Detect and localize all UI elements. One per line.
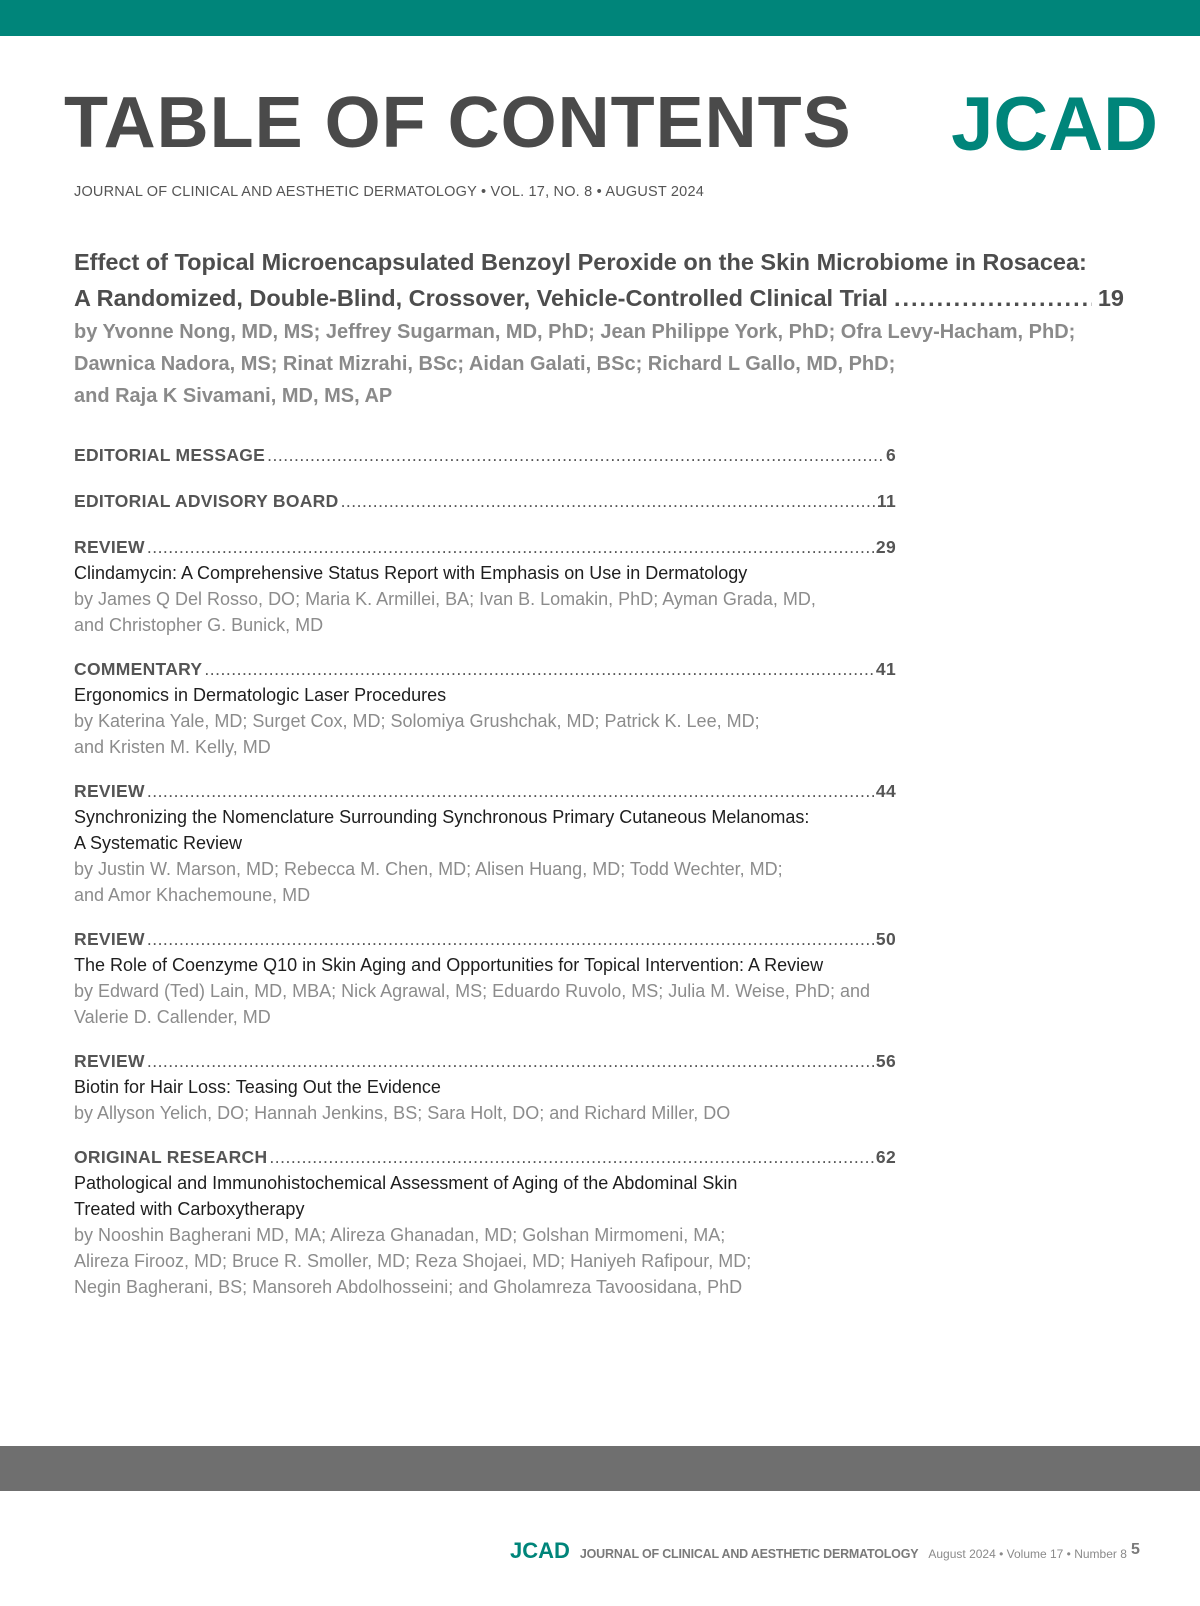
featured-page-number: 19 [1097,285,1124,311]
article-title[interactable]: Treated with Carboxytherapy [74,1199,305,1219]
article-authors: Alireza Firooz, MD; Bruce R. Smoller, MD; Reza Shojaei, MD; Haniyeh Rafipour, MD; [74,1251,752,1271]
page-number: 29 [875,537,896,557]
footer-logo: JCAD [510,1538,570,1563]
footer-journal-name: JOURNAL OF CLINICAL AND AESTHETIC DERMATOLOGY [579,1547,919,1561]
section-label: EDITORIAL ADVISORY BOARD [74,491,339,511]
article-title[interactable]: Pathological and Immunohistochemical Assessment of Aging of the Abdominal Skin [74,1173,738,1193]
top-accent-bar [0,0,1200,36]
dot-leader [147,778,874,804]
page-number: 62 [875,1147,896,1167]
article-authors: and Christopher G. Bunick, MD [74,615,324,635]
article-authors: by Katerina Yale, MD; Surget Cox, MD; Solomiya Grushchak, MD; Patrick K. Lee, MD; [74,711,760,731]
page-number: 6 [885,445,896,465]
dot-leader [147,1048,874,1074]
page-footer [510,1538,1127,1564]
toc-entry[interactable] [74,656,896,760]
toc-list [74,442,896,1318]
toc-entry-heading[interactable] [74,488,896,514]
article-authors: and Amor Khachemoune, MD [74,885,311,905]
page-title: TABLE OF CONTENTS [64,83,852,163]
journal-issue-line: JOURNAL OF CLINICAL AND AESTHETIC DERMATOLOGY • VOL. 17, NO. 8 • AUGUST 2024 [74,184,704,200]
article-title[interactable]: A Systematic Review [74,833,243,853]
toc-entry-heading[interactable] [74,534,896,560]
toc-entry[interactable] [74,1048,896,1126]
article-title[interactable]: Ergonomics in Dermatologic Laser Procedures [74,685,447,705]
article-authors: and Kristen M. Kelly, MD [74,737,271,757]
toc-entry-heading[interactable] [74,656,896,682]
dot-leader [147,534,874,560]
dot-leader [341,488,875,514]
toc-entry[interactable] [74,488,896,514]
section-label: REVIEW [74,781,145,801]
featured-authors [74,316,1124,412]
dot-leader [267,442,884,468]
toc-entry-heading[interactable] [74,1144,896,1170]
page-number: 56 [875,1051,896,1071]
dot-leader [269,1144,874,1170]
featured-article[interactable] [74,244,1124,412]
toc-entry-heading[interactable] [74,778,896,804]
section-label: COMMENTARY [74,659,203,679]
bottom-gray-band [0,1446,1200,1491]
section-label: EDITORIAL MESSAGE [74,445,266,465]
toc-entry[interactable] [74,534,896,638]
toc-entry[interactable] [74,442,896,468]
dot-leader [204,656,874,682]
article-authors: by James Q Del Rosso, DO; Maria K. Armillei, BA; Ivan B. Lomakin, PhD; Ayman Grada, MD, [74,589,816,609]
jcad-logo: JCAD [951,82,1158,167]
footer-issue: August 2024 • Volume 17 • Number 8 [928,1547,1127,1561]
article-authors: by Allyson Yelich, DO; Hannah Jenkins, BS; Sara Holt, DO; and Richard Miller, DO [74,1103,731,1123]
toc-entry[interactable] [74,926,896,1030]
article-title[interactable]: Clindamycin: A Comprehensive Status Report with Emphasis on Use in Dermatology [74,563,748,583]
featured-title-line-1: Effect of Topical Microencapsulated Benzoyl Peroxide on the Skin Microbiome in Rosacea: [74,249,1087,275]
featured-title-line-2: A Randomized, Double-Blind, Crossover, Vehicle-Controlled Clinical Trial [74,285,888,311]
toc-entry-heading[interactable] [74,1048,896,1074]
toc-entry-heading[interactable] [74,926,896,952]
page-number: 11 [876,491,896,511]
section-label: REVIEW [74,537,145,557]
toc-entry[interactable] [74,1144,896,1300]
dot-leader [147,926,874,952]
author-line: and Raja K Sivamani, MD, MS, AP [74,385,393,407]
section-label: REVIEW [74,1051,145,1071]
toc-entry[interactable] [74,778,896,908]
toc-entry-heading[interactable] [74,442,896,468]
author-line: Dawnica Nadora, MS; Rinat Mizrahi, BSc; Aidan Galati, BSc; Richard L Gallo, MD, PhD; [74,353,896,375]
section-label: REVIEW [74,929,145,949]
article-authors: Negin Bagherani, BS; Mansoreh Abdolhosseini; and Gholamreza Tavoosidana, PhD [74,1277,743,1297]
article-title[interactable]: Synchronizing the Nomenclature Surrounding Synchronous Primary Cutaneous Melanomas: [74,807,810,827]
dot-leader [894,280,1092,316]
article-authors: Valerie D. Callender, MD [74,1007,271,1027]
article-title[interactable]: Biotin for Hair Loss: Teasing Out the Evidence [74,1077,441,1097]
article-authors: by Nooshin Bagherani MD, MA; Alireza Ghanadan, MD; Golshan Mirmomeni, MA; [74,1225,726,1245]
page-number: 44 [875,781,896,801]
footer-page-number: 5 [1131,1541,1140,1558]
featured-title[interactable] [74,244,1124,316]
article-authors: by Edward (Ted) Lain, MD, MBA; Nick Agrawal, MS; Eduardo Ruvolo, MS; Julia M. Weise, PhD; and [74,981,870,1001]
page-number: 41 [875,659,896,679]
author-line: by Yvonne Nong, MD, MS; Jeffrey Sugarman, MD, PhD; Jean Philippe York, PhD; Ofra Levy-Hacham, PhD; [74,321,1076,343]
article-title[interactable]: The Role of Coenzyme Q10 in Skin Aging and Opportunities for Topical Intervention: A Review [74,955,824,975]
section-label: ORIGINAL RESEARCH [74,1147,268,1167]
page-number: 50 [875,929,896,949]
article-authors: by Justin W. Marson, MD; Rebecca M. Chen, MD; Alisen Huang, MD; Todd Wechter, MD; [74,859,783,879]
